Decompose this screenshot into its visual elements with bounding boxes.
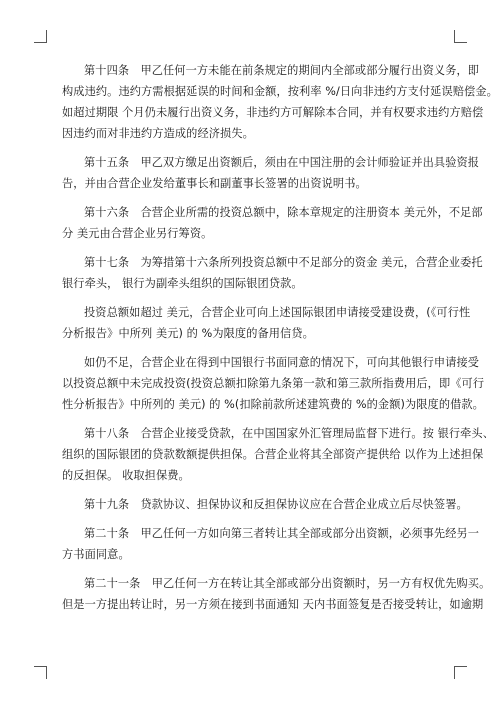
text-line: 构成违约。违约方需根据延误的时间和金额，按利率 %/日向非违约方支付延误赔偿金。 bbox=[62, 85, 498, 98]
text-line: 分 美元由合营企业另行筹资。 bbox=[62, 227, 213, 240]
paragraph bbox=[62, 152, 480, 194]
paragraph bbox=[62, 202, 483, 244]
text-line: 因违约而对非违约方造成的经济损失。 bbox=[62, 127, 254, 140]
text-line: 第十六条 合营企业所需的投资总额中，除本章规定的注册资本 美元外，不足部 bbox=[84, 206, 483, 219]
text-line: 第十八条 合营企业接受贷款，在中国国家外汇管理局监督下进行。按 银行牵头、 bbox=[84, 427, 495, 440]
paragraph bbox=[62, 60, 498, 144]
paragraph bbox=[62, 352, 485, 415]
paragraph bbox=[62, 423, 495, 486]
text-line: 以投资总额中未完成投资(投资总额扣除第九条第一款和第三款所指费用后，即《可行 bbox=[62, 377, 485, 390]
text-line: 第十四条 甲乙任何一方未能在前条规定的期间内全部或部分履行出资义务，即 bbox=[84, 64, 480, 77]
text-line: 但是一方提出转让时，另一方须在接到书面通知 天内书面签复是否接受转让，如逾期 bbox=[62, 598, 484, 611]
text-line: 投资总额如超过 美元，合营企业可向上述国际银团申请接受建设费，(《可行性 bbox=[84, 306, 471, 319]
paragraph bbox=[62, 252, 483, 294]
paragraph bbox=[62, 302, 471, 344]
text-line: 方书面同意。 bbox=[62, 548, 130, 561]
paragraph bbox=[62, 573, 491, 615]
text-line: 第二十一条 甲乙任何一方在转让其全部或部分出资额时，另一方有权优先购买。 bbox=[84, 577, 491, 590]
text-line: 银行牵头， 银行为副牵头组织的国际银团贷款。 bbox=[62, 277, 303, 290]
text-line: 第二十条 甲乙任何一方如向第三者转让其全部或部分出资额，必须事先经另一 bbox=[84, 527, 480, 540]
text-line: 如超过期限 个月仍未履行出资义务，非违约方可解除本合同，并有权要求违约方赔偿 bbox=[62, 106, 484, 119]
text-line: 性分析报告》中所列的 美元) 的 %(扣除前款所述建筑费的 %的金额)为限度的借款。 bbox=[62, 398, 484, 411]
crop-mark-top-right bbox=[454, 30, 467, 43]
paragraph bbox=[62, 494, 468, 515]
crop-mark-bottom-right bbox=[454, 666, 467, 679]
text-line: 分析报告》中所列 美元) 的 %为限度的备用信贷。 bbox=[62, 327, 314, 340]
text-line: 第十七条 为筹措第十六条所列投资总额中不足部分的资金 美元，合营企业委托 bbox=[84, 256, 483, 269]
text-line: 第十五条 甲乙双方缴足出资额后，须由在中国注册的会计师验证并出具验资报 bbox=[84, 156, 480, 169]
paragraph bbox=[62, 523, 480, 565]
text-line: 告，并由合营企业发给董事长和副董事长签署的出资说明书。 bbox=[62, 177, 367, 190]
document-body bbox=[62, 60, 498, 623]
text-line: 如仍不足，合营企业在得到中国银行书面同意的情况下，可向其他银行申请接受 bbox=[84, 356, 480, 369]
text-line: 第十九条 贷款协议、担保协议和反担保协议应在合营企业成立后尽快签署。 bbox=[84, 498, 468, 511]
text-line: 的反担保。 收取担保费。 bbox=[62, 469, 190, 482]
crop-mark-bottom-left bbox=[34, 666, 47, 679]
crop-mark-top-left bbox=[34, 30, 47, 43]
text-line: 组织的国际银团的贷款数额提供担保。合营企业将其全部资产提供给 以作为上述担保 bbox=[62, 448, 484, 461]
